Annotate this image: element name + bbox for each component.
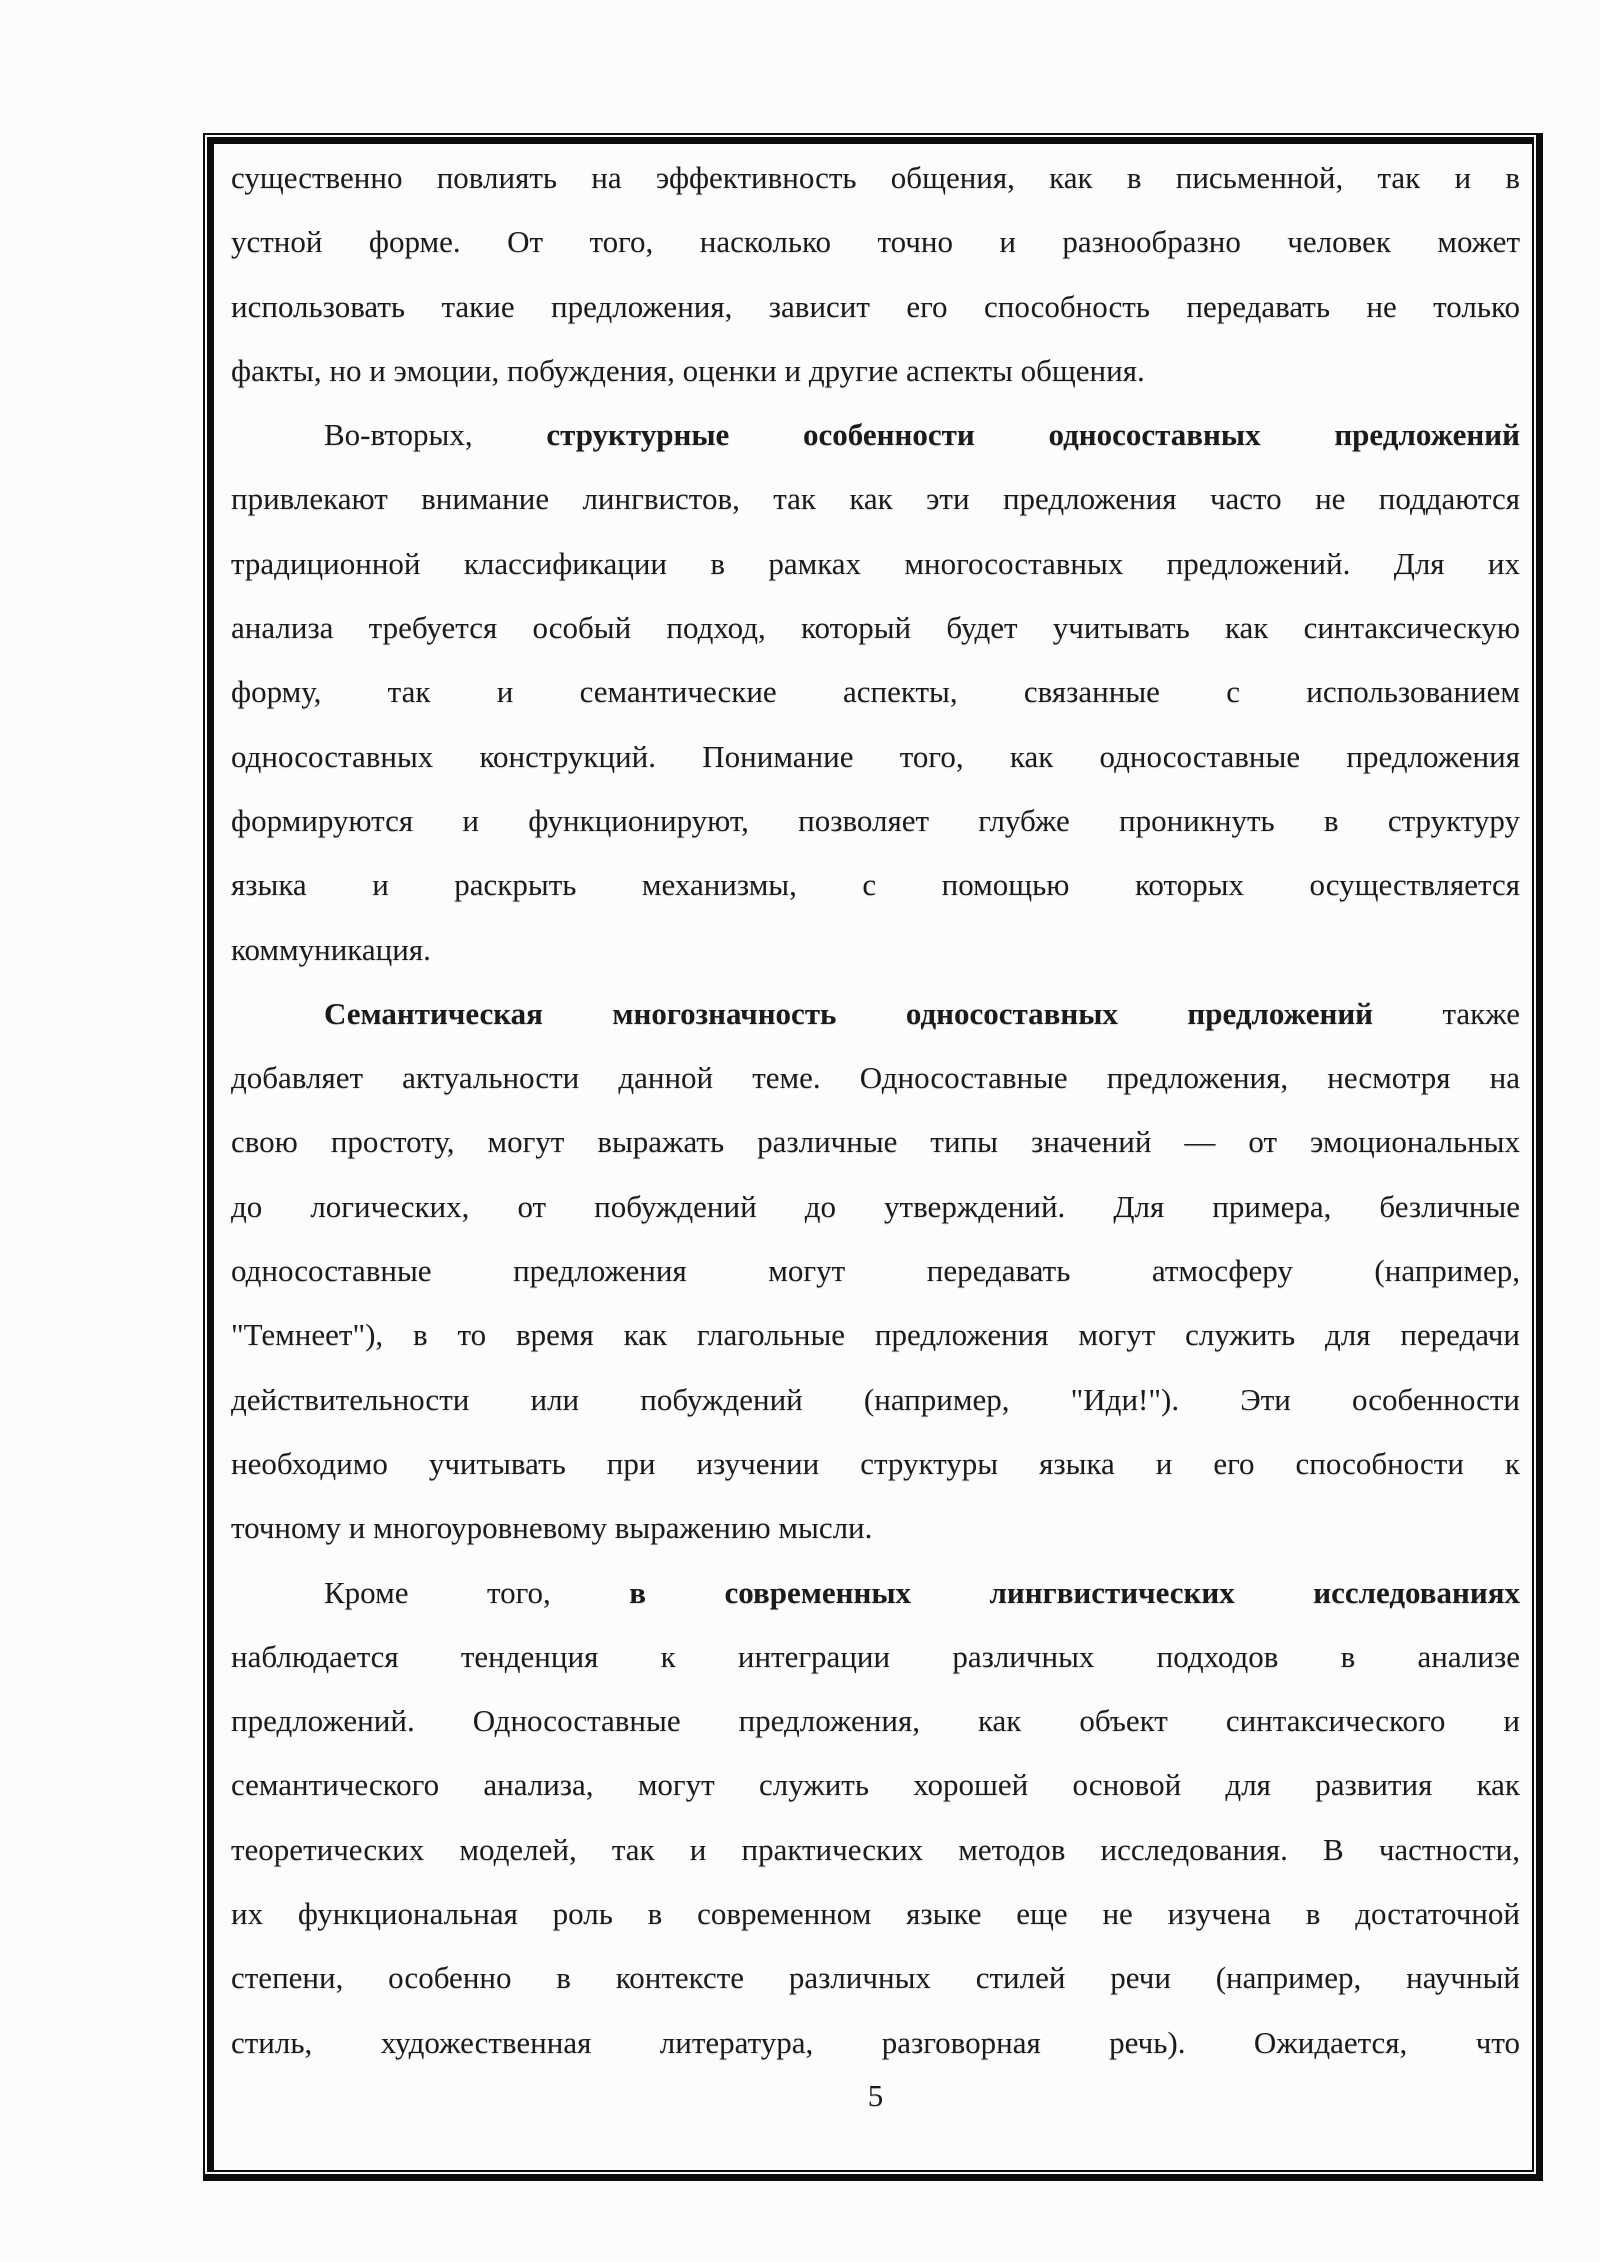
text-segment: стиль, художественная литература, разговорная речь). Ожидается, что xyxy=(231,2024,1520,2060)
text-segment: семантического анализа, могут служить хорошей основой для развития как xyxy=(231,1767,1520,1803)
text-line xyxy=(231,339,1520,403)
text-segment: использовать такие предложения, зависит его способность передавать не только xyxy=(231,288,1520,324)
text-line xyxy=(231,1175,1520,1239)
text-segment: традиционной классификации в рамках многосоставных предложений. Для их xyxy=(231,545,1520,581)
text-segment: предложений. Односоставные предложения, как объект синтаксического и xyxy=(231,1703,1520,1739)
page-border-inner-rule xyxy=(207,137,1534,2172)
text-body xyxy=(231,146,1520,2075)
text-line xyxy=(231,1561,1520,1625)
text-line xyxy=(231,1946,1520,2010)
text-line xyxy=(231,1818,1520,1882)
page-border-frame xyxy=(203,133,1543,2181)
text-segment: существенно повлиять на эффективность общения, как в письменной, так и в xyxy=(231,160,1520,195)
paragraph xyxy=(231,146,1520,403)
text-line xyxy=(231,1689,1520,1753)
text-segment: наблюдается тенденция к интеграции различных подходов в анализе xyxy=(231,1638,1520,1674)
text-line xyxy=(231,467,1520,531)
text-segment: добавляет актуальности данной теме. Односоставные предложения, несмотря на xyxy=(231,1060,1520,1096)
text-line xyxy=(231,2011,1520,2075)
paragraph xyxy=(231,1561,1520,2075)
text-line xyxy=(231,210,1520,274)
text-segment-bold: структурные особенности односоставных предложений xyxy=(546,417,1520,453)
text-segment: устной форме. От того, насколько точно и разнообразно человек может xyxy=(231,224,1520,260)
text-line xyxy=(231,1625,1520,1689)
text-line xyxy=(231,1496,1520,1560)
text-segment: формируются и функционируют, позволяет глубже проникнуть в структуру xyxy=(231,802,1520,838)
text-line xyxy=(231,1882,1520,1946)
text-segment: анализа требуется особый подход, который будет учитывать как синтаксическую xyxy=(231,610,1520,646)
text-segment: односоставные предложения могут передавать атмосферу (например, xyxy=(231,1253,1520,1289)
text-segment: языка и раскрыть механизмы, с помощью которых осуществляется xyxy=(231,867,1520,903)
text-line xyxy=(231,1303,1520,1367)
text-segment: действительности или побуждений (например, "Иди!"). Эти особенности xyxy=(231,1381,1520,1417)
text-line xyxy=(231,403,1520,467)
text-segment: факты, но и эмоции, побуждения, оценки и другие аспекты общения. xyxy=(231,352,1145,388)
text-segment: "Темнеет"), в то время как глагольные предложения могут служить для передачи xyxy=(231,1317,1520,1353)
text-line xyxy=(231,789,1520,853)
text-line xyxy=(231,1239,1520,1303)
text-segment: точному и многоуровневому выражению мысли. xyxy=(231,1510,873,1546)
text-line xyxy=(231,660,1520,724)
page-content xyxy=(214,144,1532,2170)
text-segment: односоставных конструкций. Понимание того, как односоставные предложения xyxy=(231,738,1520,774)
text-line xyxy=(231,853,1520,917)
text-segment: форму, так и семантические аспекты, связанные с использованием xyxy=(231,674,1520,710)
text-segment-bold: Семантическая многозначность односоставных предложений xyxy=(324,995,1374,1031)
text-line xyxy=(231,1368,1520,1432)
text-line xyxy=(231,982,1520,1046)
text-segment: Во-вторых, xyxy=(324,417,547,453)
text-segment-bold: в современных лингвистических исследованиях xyxy=(629,1574,1520,1610)
text-segment: Кроме того, xyxy=(324,1574,630,1610)
text-segment: теоретических моделей, так и практических методов исследования. В частности, xyxy=(231,1831,1520,1867)
text-segment: их функциональная роль в современном языке еще не изучена в достаточной xyxy=(231,1896,1520,1932)
text-line xyxy=(231,596,1520,660)
text-line xyxy=(231,532,1520,596)
text-line xyxy=(231,146,1520,210)
text-line xyxy=(231,1110,1520,1174)
text-line xyxy=(231,1432,1520,1496)
paragraph xyxy=(231,982,1520,1561)
text-segment: до логических, от побуждений до утверждений. Для примера, безличные xyxy=(231,1188,1520,1224)
text-segment: также xyxy=(1373,995,1520,1031)
text-line xyxy=(231,918,1520,982)
text-segment: необходимо учитывать при изучении структуры языка и его способности к xyxy=(231,1445,1520,1481)
paragraph xyxy=(231,403,1520,982)
text-line xyxy=(231,1046,1520,1110)
text-line xyxy=(231,725,1520,789)
text-segment: степени, особенно в контексте различных стилей речи (например, научный xyxy=(231,1960,1520,1996)
text-line xyxy=(231,275,1520,339)
text-segment: коммуникация. xyxy=(231,931,431,967)
text-segment: свою простоту, могут выражать различные типы значений — от эмоциональных xyxy=(231,1124,1520,1160)
text-line xyxy=(231,1753,1520,1817)
text-segment: привлекают внимание лингвистов, так как эти предложения часто не поддаются xyxy=(231,481,1520,517)
page-number: 5 xyxy=(867,2077,884,2113)
